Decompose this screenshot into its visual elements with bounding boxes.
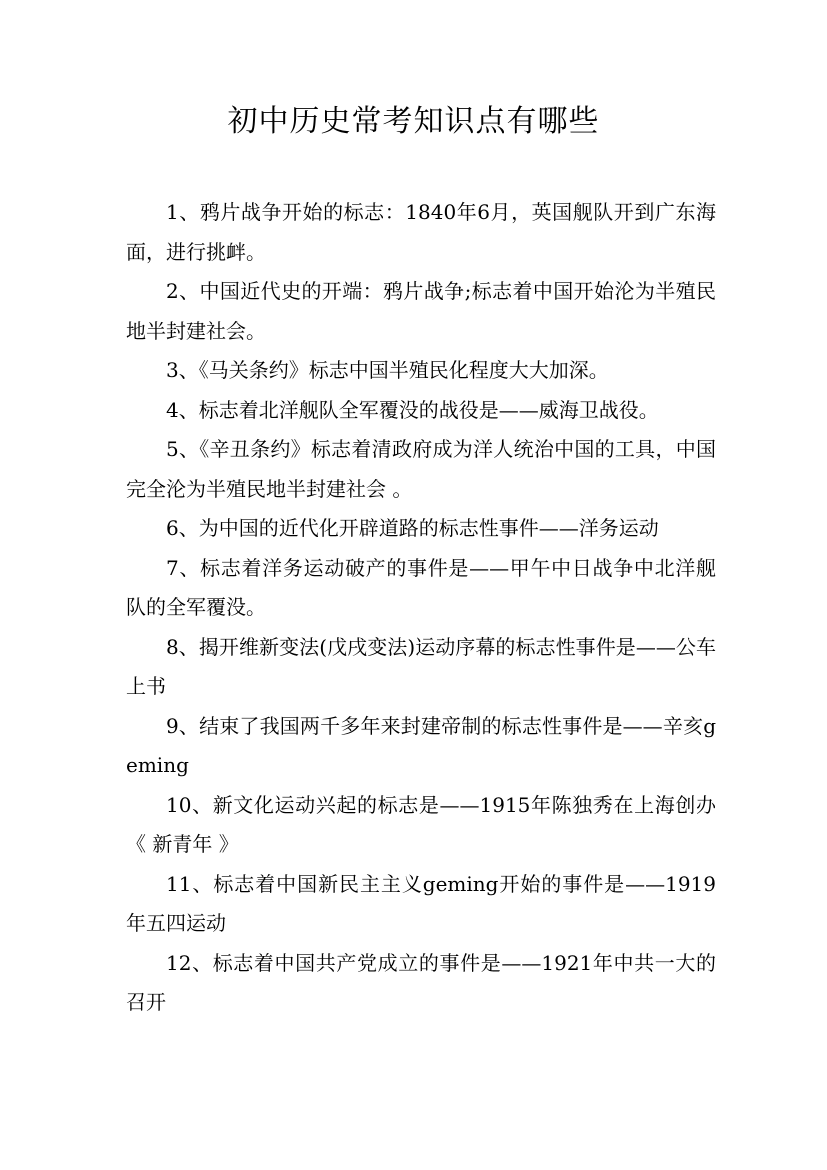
document-title: 初中历史常考知识点有哪些 <box>227 104 600 139</box>
paragraph-1: 1、鸦片战争开始的标志：1840年6月，英国舰队开到广东海面，进行挑衅。 <box>126 200 716 264</box>
paragraph-6: 6、为中国的近代化开辟道路的标志性事件——洋务运动 <box>166 516 659 540</box>
paragraph-10: 10、新文化运动兴起的标志是——1915年陈独秀在上海创办《 新青年 》 <box>126 792 716 856</box>
paragraph-11: 11、标志着中国新民主主义geming开始的事件是——1919年五四运动 <box>126 871 716 935</box>
paragraph-7: 7、标志着洋务运动破产的事件是——甲午中日战争中北洋舰队的全军覆没。 <box>126 555 716 619</box>
paragraph-2: 2、中国近代史的开端：鸦片战争;标志着中国开始沦为半殖民地半封建社会。 <box>126 279 716 343</box>
paragraph-12: 12、标志着中国共产党成立的事件是——1921年中共一大的召开 <box>126 950 716 1014</box>
paragraph-9: 9、结束了我国两千多年来封建帝制的标志性事件是——辛亥geming <box>126 713 716 777</box>
paragraph-8: 8、揭开维新变法(戊戌变法)运动序幕的标志性事件是——公车上书 <box>126 634 716 698</box>
paragraph-4: 4、标志着北洋舰队全军覆没的战役是——威海卫战役。 <box>166 397 659 422</box>
document-body <box>126 193 716 1023</box>
paragraph-5: 5、《辛丑条约》标志着清政府成为洋人统治中国的工具，中国完全沦为半殖民地半封建社会 。 <box>126 437 716 501</box>
paragraph-3: 3、《马关条约》标志中国半殖民化程度大大加深。 <box>166 358 609 382</box>
